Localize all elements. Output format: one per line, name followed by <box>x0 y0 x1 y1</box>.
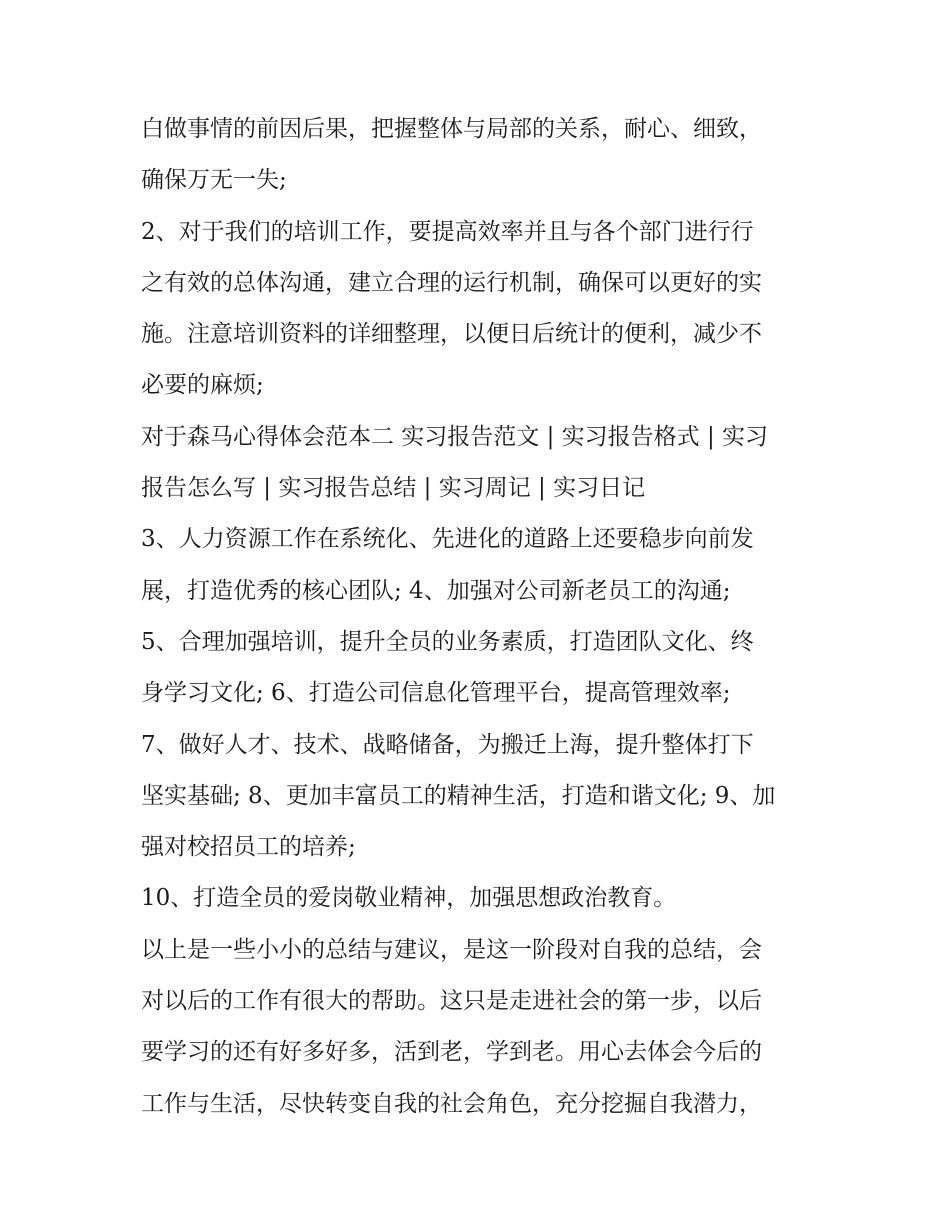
text-line: 工作与生活，尽快转变自我的社会角色，充分挖掘自我潜力， <box>141 1090 762 1117</box>
text-line: 7、做好人才、技术、战略储备，为搬迁上海，提升整体打下 <box>141 731 754 758</box>
text-line: 施。注意培训资料的详细整理，以便日后统计的便利，减少不 <box>141 321 762 348</box>
text-line: 必要的麻烦; <box>141 372 264 399</box>
text-line: 坚实基础; 8、更加丰富员工的精神生活，打造和谐文化; 9、加 <box>141 782 776 809</box>
text-line: 以上是一些小小的总结与建议，是这一阶段对自我的总结，会 <box>141 936 762 963</box>
text-line: 报告怎么写 | 实习报告总结 | 实习周记 | 实习日记 <box>141 475 646 502</box>
document-body <box>141 104 821 1130</box>
text-line: 对以后的工作有很大的帮助。这只是走进社会的第一步，以后 <box>141 988 762 1015</box>
text-line: 身学习文化; 6、打造公司信息化管理平台，提高管理效率; <box>141 680 731 707</box>
text-line: 要学习的还有好多好多，活到老，学到老。用心去体会今后的 <box>141 1039 762 1066</box>
text-line: 确保万无一失; <box>141 167 287 194</box>
text-line: 强对校招员工的培养; <box>141 834 356 861</box>
text-line: 白做事情的前因后果，把握整体与局部的关系，耐心、细致， <box>141 116 762 142</box>
text-line: 展，打造优秀的核心团队; 4、加强对公司新老员工的沟通; <box>141 577 731 604</box>
text-line: 2、对于我们的培训工作，要提高效率并且与各个部门进行行 <box>141 218 754 245</box>
text-line: 之有效的总体沟通，建立合理的运行机制，确保可以更好的实 <box>141 269 762 296</box>
text-line: 对于森马心得体会范本二 实习报告范文 | 实习报告格式 | 实习 <box>141 423 769 450</box>
text-line: 10、打造全员的爱岗敬业精神，加强思想政治教育。 <box>141 885 677 912</box>
text-line: 5、合理加强培训，提升全员的业务素质，打造团队文化、终 <box>141 628 754 655</box>
text-line: 3、人力资源工作在系统化、先进化的道路上还要稳步向前发 <box>141 526 754 553</box>
